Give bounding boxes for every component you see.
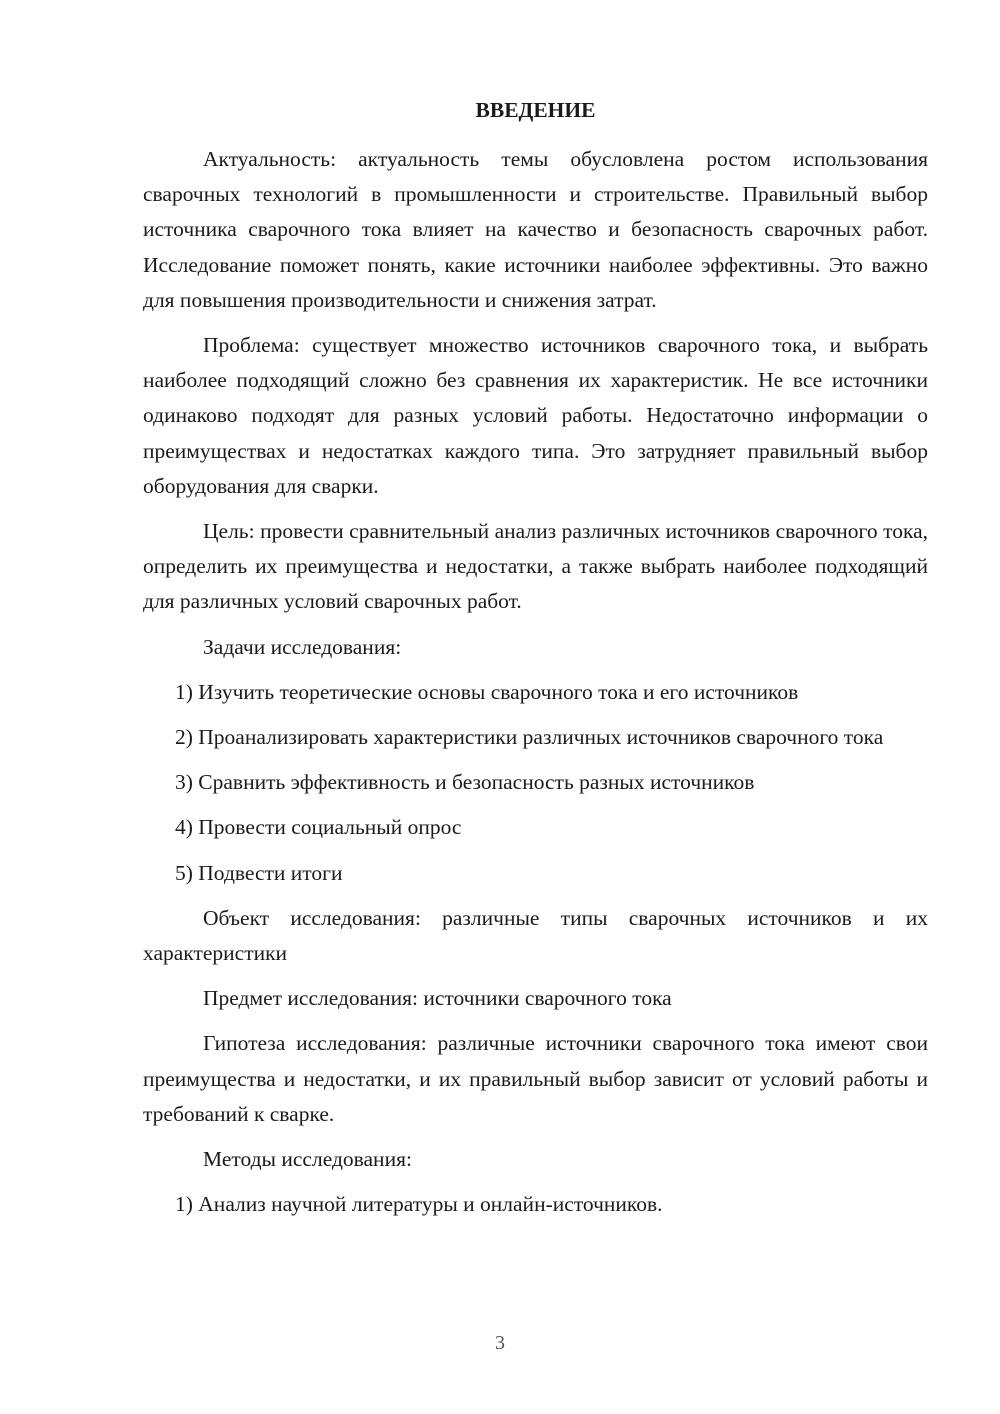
- method-item: 1) Анализ научной литературы и онлайн-источников.: [175, 1192, 663, 1217]
- page-number: 3: [495, 1332, 505, 1354]
- paragraph-relevance: Актуальность: актуальность темы обусловлена ростом использования сварочных технологий в промышленности и строительстве. Правильный выбор источника сварочного тока влияет на качество и безопасность сварочных работ. Исследование поможет понять, какие источники наиболее эффективны. Это важно для повышения производительности и снижения затрат.: [143, 147, 928, 312]
- tasks-heading: Задачи исследования:: [203, 634, 402, 659]
- methods-heading: Методы исследования:: [203, 1147, 412, 1172]
- paragraph-subject: Предмет исследования: источники сварочного тока: [203, 986, 672, 1011]
- task-item: 2) Проанализировать характеристики различных источников сварочного тока: [175, 725, 884, 750]
- task-item: 1) Изучить теоретические основы сварочного тока и его источников: [175, 679, 799, 704]
- paragraph-hypothesis: Гипотеза исследования: различные источники сварочного тока имеют свои преимущества и недостатки, и их правильный выбор зависит от условий работы и требований к сварке.: [143, 1031, 928, 1126]
- task-item: 3) Сравнить эффективность и безопасность разных источников: [175, 770, 755, 795]
- task-item: 4) Провести социальный опрос: [175, 815, 462, 840]
- paragraph-goal: Цель: провести сравнительный анализ различных источников сварочного тока, определить их преимущества и недостатки, а также выбрать наиболее подходящий для различных условий сварочных работ.: [143, 519, 928, 614]
- paragraph-object: Объект исследования: различные типы сварочных источников и их характеристики: [143, 905, 928, 966]
- document-page: [143, 88, 928, 1232]
- task-item: 5) Подвести итоги: [175, 860, 343, 885]
- page-title: ВВЕДЕНИЕ: [475, 98, 596, 122]
- paragraph-problem: Проблема: существует множество источников сварочного тока, и выбрать наиболее подходящий сложно без сравнения их характеристик. Не все источники одинаково подходят для разных условий работы. Недостаточно информации о преимуществах и недостатках каждого типа. Это затрудняет правильный выбор оборудования для сварки.: [143, 333, 928, 498]
